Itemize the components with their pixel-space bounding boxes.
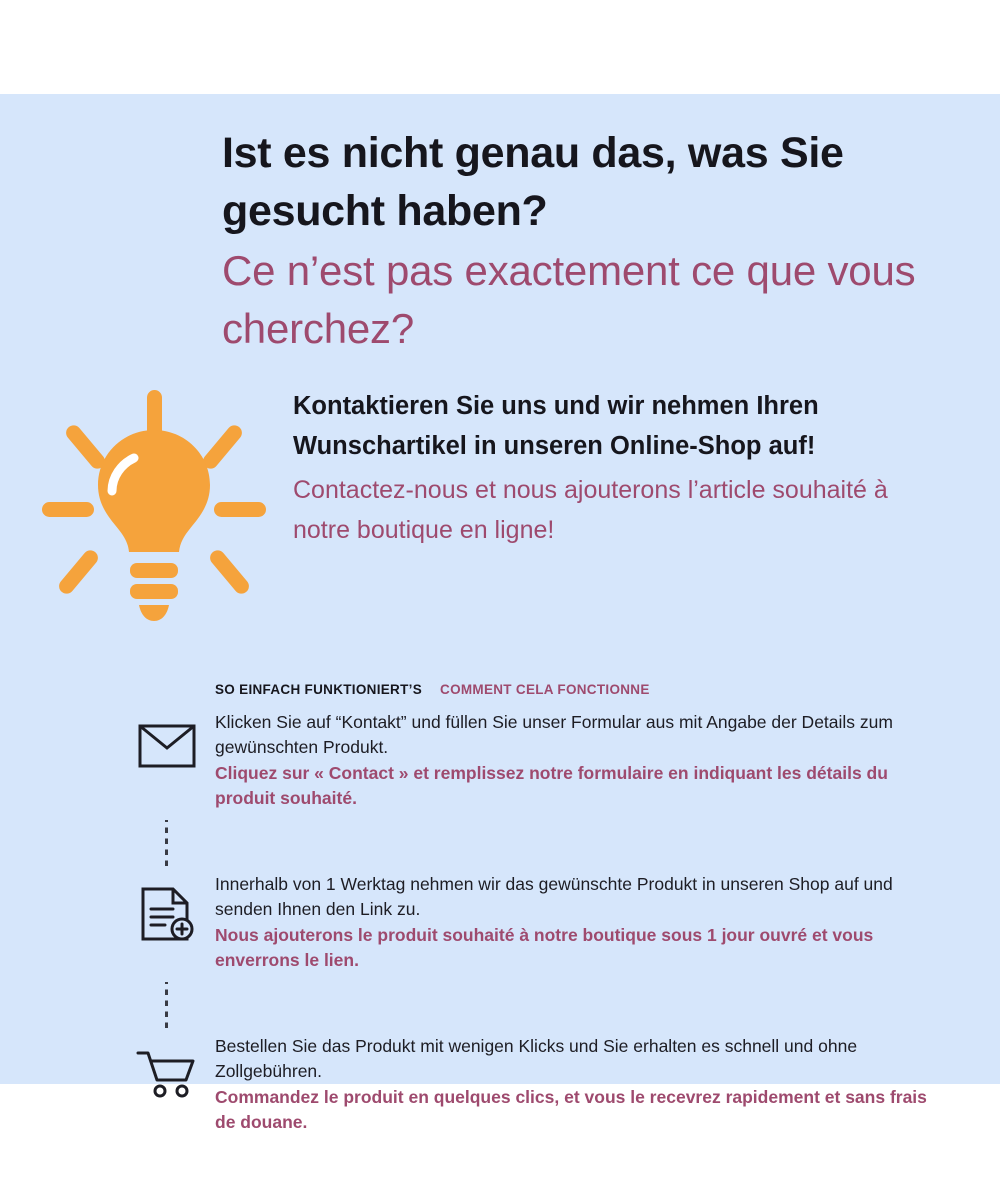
step-text-french: Cliquez sur « Contact » et remplissez notre formulaire en indiquant les détails du produit souhaité. (215, 763, 888, 808)
step-text-french: Nous ajouterons le produit souhaité à notre boutique sous 1 jour ouvré et vous enverrons le lien. (215, 925, 874, 970)
headline-block (222, 124, 952, 358)
list-item (118, 710, 948, 820)
howto-heading (215, 682, 650, 697)
promo-panel (0, 94, 1000, 1132)
lightbulb-icon (38, 386, 270, 626)
headline-french: Ce n’est pas exactement ce que vous cherchez? (222, 247, 916, 352)
step-connector (118, 982, 948, 1034)
step-text-german: Innerhalb von 1 Werktag nehmen wir das gewünschte Produkt in unseren Shop auf und senden Ihnen den Link zu. (215, 874, 893, 919)
envelope-icon (118, 710, 215, 768)
step-text-german: Klicken Sie auf “Kontakt” und füllen Sie unser Formular aus mit Angabe der Details zum gewünschten Produkt. (215, 712, 893, 757)
step-connector (118, 820, 948, 872)
steps-list (118, 710, 948, 1144)
list-item (118, 1034, 948, 1144)
list-item (118, 872, 948, 982)
howto-heading-french: COMMENT CELA FONCTIONNE (440, 682, 650, 697)
step-text-french: Commandez le produit en quelques clics, et vous le recevrez rapidement et sans frais de douane. (215, 1087, 927, 1132)
step-text-german: Bestellen Sie das Produkt mit wenigen Klicks und Sie erhalten es schnell und ohne Zollgebühren. (215, 1036, 858, 1081)
shopping-cart-icon (118, 1034, 215, 1098)
howto-heading-german: SO EINFACH FUNKTIONIERT’S (215, 682, 423, 697)
subhead-german: Kontaktieren Sie uns und wir nehmen Ihren Wunschartikel in unseren Online-Shop auf! (293, 392, 819, 460)
headline-german: Ist es nicht genau das, was Sie gesucht haben? (222, 129, 844, 235)
subhead-french: Contactez-nous et nous ajouterons l’article souhaité à notre boutique en ligne! (293, 476, 888, 544)
subhead-block (293, 386, 913, 550)
document-add-icon (118, 872, 215, 942)
